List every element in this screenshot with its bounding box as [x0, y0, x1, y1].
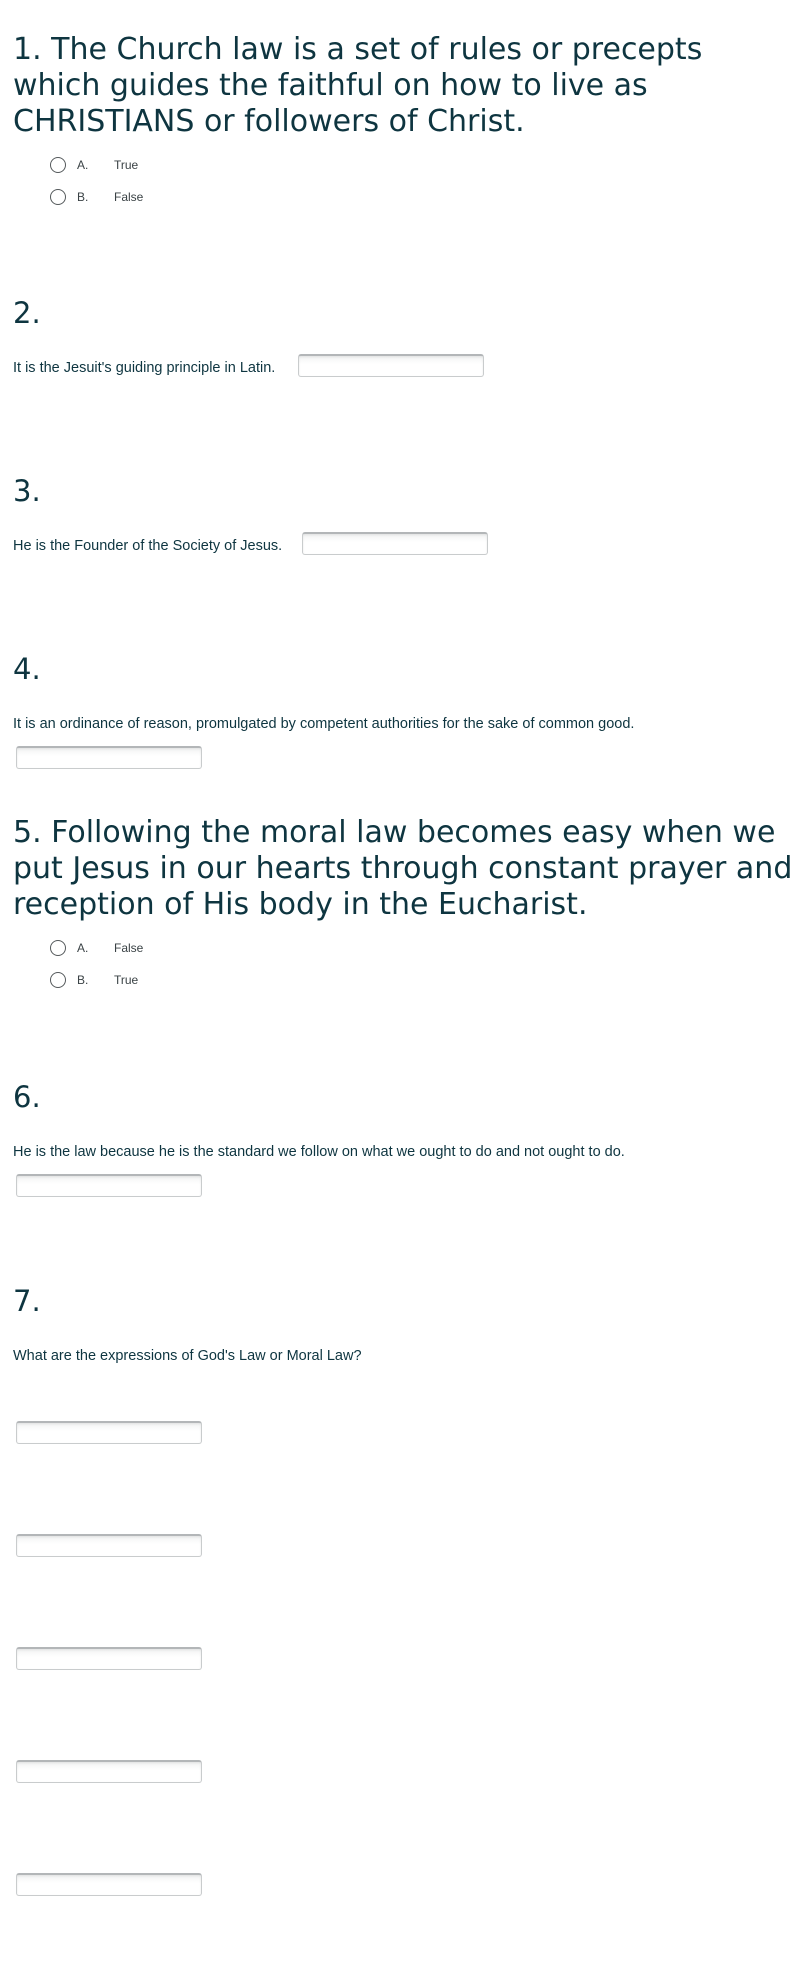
- option-label: True: [114, 158, 139, 172]
- option-letter: A.: [77, 158, 89, 172]
- radio-unchecked-icon[interactable]: [50, 189, 66, 205]
- option-label: False: [114, 941, 144, 955]
- question-5-option-b[interactable]: [50, 970, 350, 990]
- question-6-text: He is the law because he is the standard we follow on what we ought to do and not ought to do.: [13, 1144, 625, 1160]
- radio-unchecked-icon[interactable]: [50, 940, 66, 956]
- question-2-text: It is the Jesuit's guiding principle in Latin.: [13, 360, 276, 376]
- question-7-answer-input-2[interactable]: [16, 1534, 202, 1557]
- question-5-option-a[interactable]: [50, 938, 350, 958]
- question-3-number: 3.: [13, 474, 41, 508]
- option-label: True: [114, 973, 139, 987]
- question-3-answer-input[interactable]: [302, 532, 488, 555]
- option-label: False: [114, 190, 144, 204]
- question-1-option-a[interactable]: [50, 155, 350, 175]
- question-4-number: 4.: [13, 652, 41, 686]
- radio-unchecked-icon[interactable]: [50, 157, 66, 173]
- question-7-answer-input-5[interactable]: [16, 1873, 202, 1896]
- question-7-answer-input-4[interactable]: [16, 1760, 202, 1783]
- question-2-answer-input[interactable]: [298, 354, 484, 377]
- option-letter: B.: [77, 973, 89, 987]
- question-7-answer-input-1[interactable]: [16, 1421, 202, 1444]
- question-6-answer-input[interactable]: [16, 1174, 202, 1197]
- radio-unchecked-icon[interactable]: [50, 972, 66, 988]
- question-7-text: What are the expressions of God's Law or Moral Law?: [13, 1348, 362, 1364]
- option-letter: A.: [77, 941, 89, 955]
- question-1-title: 1. The Church law is a set of rules or precepts which guides the faithful on how to live as CHRISTIANS or followers of Christ.: [13, 32, 703, 139]
- question-7-answer-input-3[interactable]: [16, 1647, 202, 1670]
- question-1-option-b[interactable]: [50, 187, 350, 207]
- option-letter: B.: [77, 190, 89, 204]
- question-5-title: 5. Following the moral law becomes easy when we put Jesus in our hearts through constant prayer and reception of His body in the Eucharist.: [13, 815, 793, 922]
- question-7-number: 7.: [13, 1284, 41, 1318]
- question-3-text: He is the Founder of the Society of Jesus.: [13, 538, 283, 554]
- question-4-answer-input[interactable]: [16, 746, 202, 769]
- question-4-text: It is an ordinance of reason, promulgated by competent authorities for the sake of common good.: [13, 716, 635, 732]
- question-6-number: 6.: [13, 1080, 41, 1114]
- question-2-number: 2.: [13, 296, 41, 330]
